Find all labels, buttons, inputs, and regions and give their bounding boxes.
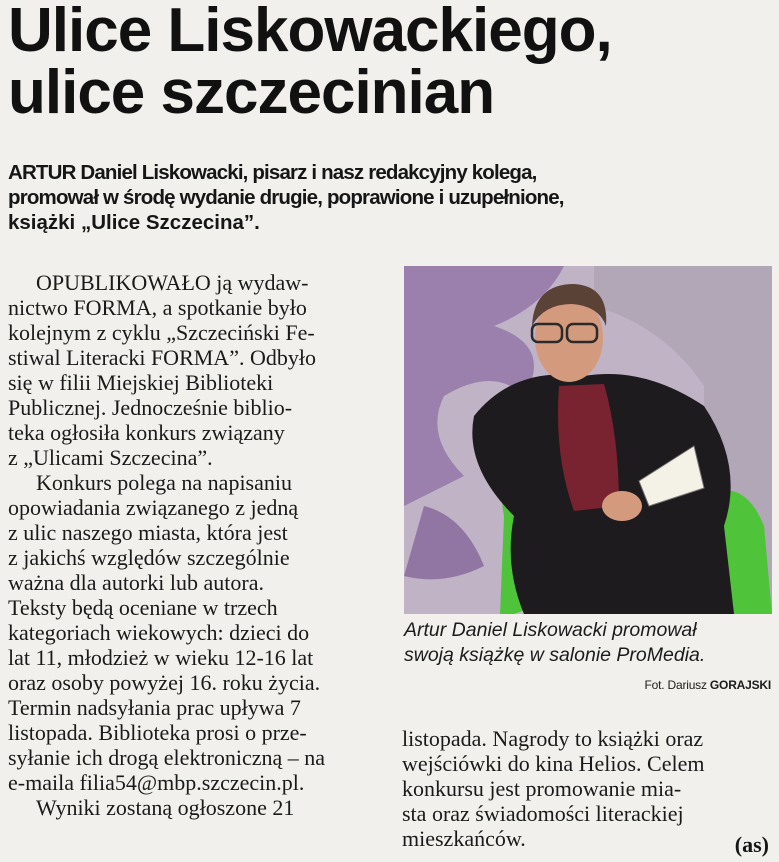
lead-line: książki „Ulice Szczecina”.: [8, 211, 260, 234]
body-line: syłanie ich drogą elektroniczną – na: [8, 745, 326, 770]
body-line: Wyniki zostaną ogłoszone 21: [36, 795, 295, 820]
body-line: stiwal Literacki FORMA”. Odbyło: [8, 345, 316, 370]
body-line: listopada. Biblioteka prosi o prze-: [8, 720, 307, 745]
body-line: Publicznej. Jednocześnie biblio-: [8, 395, 293, 420]
body-line: kolejnym z cyklu „Szczeciński Fe-: [8, 320, 315, 345]
body-line: konkursu jest promowanie mia-: [402, 776, 682, 801]
photo-credit: [645, 678, 772, 692]
photo-credit-name: GORAJSKI: [709, 678, 771, 692]
photo-caption: [404, 618, 772, 668]
headline-line: Ulice Liskowackiego,: [8, 0, 612, 65]
body-line: lat 11, młodzież w wieku 12-16 lat: [8, 645, 314, 670]
caption-line: swoją książkę w salonie ProMedia.: [404, 644, 706, 666]
author-signature: (as): [734, 832, 769, 857]
photo-illustration: [404, 266, 772, 614]
body-column-right: [402, 726, 774, 851]
photo-credit-prefix: Fot. Dariusz: [644, 678, 710, 692]
body-line: kategoriach wiekowych: dzieci do: [8, 620, 310, 645]
body-line: ważna dla autorki lub autora.: [8, 570, 264, 595]
body-column-left: [8, 270, 384, 820]
body-line: z ulic naszego miasta, która jest: [8, 520, 288, 545]
body-line: mieszkańców.: [402, 826, 526, 851]
headline-line: ulice szczecinian: [8, 58, 495, 127]
body-line: OPUBLIKOWAŁO ją wydaw-: [36, 270, 309, 295]
body-line: Teksty będą oceniane w trzech: [8, 595, 278, 620]
body-line: wejściówki do kina Helios. Celem: [402, 751, 705, 776]
caption-line: Artur Daniel Liskowacki promował: [404, 619, 697, 641]
body-line: oraz osoby powyżej 16. roku życia.: [8, 670, 321, 695]
headline: [8, 0, 778, 127]
body-line: listopada. Nagrody to książki oraz: [402, 726, 704, 751]
body-line: e-maila filia54@mbp.szczecin.pl.: [8, 770, 305, 795]
body-line: Termin nadsyłania prac upływa 7: [8, 695, 301, 720]
body-line: teka ogłosiła konkurs związany: [8, 420, 285, 445]
body-line: z jakichś względów szczególnie: [8, 545, 290, 570]
body-line: z „Ulicami Szczecina”.: [8, 445, 213, 470]
article-photo: [404, 266, 772, 614]
body-line: się w filii Miejskiej Biblioteki: [8, 370, 274, 395]
body-line: sta oraz świadomości literackiej: [402, 801, 684, 826]
body-line: Konkurs polega na napisaniu: [36, 470, 292, 495]
lead-line: promował w środę wydanie drugie, poprawione i uzupełnione,: [8, 186, 564, 209]
body-line: nictwo FORMA, a spotkanie było: [8, 295, 307, 320]
lead-line: ARTUR Daniel Liskowacki, pisarz i nasz redakcyjny kolega,: [8, 161, 537, 184]
man-hand: [602, 491, 642, 521]
body-line: opowiadania związanego z jedną: [8, 495, 299, 520]
lead-paragraph: [8, 160, 778, 235]
